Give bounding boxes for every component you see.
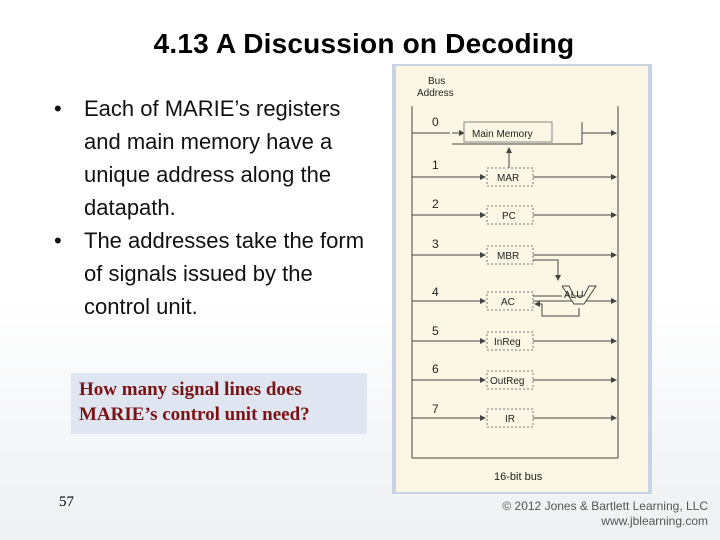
address-number: 7 — [432, 402, 439, 416]
address-number: 0 — [432, 115, 439, 129]
page-number: 57 — [59, 494, 74, 510]
slide-title: 4.13 A Discussion on Decoding — [153, 28, 575, 59]
mbr-label: MBR — [497, 251, 520, 262]
inreg-label: InReg — [494, 337, 521, 348]
address-number: 5 — [432, 324, 439, 338]
outreg-label: OutReg — [490, 376, 525, 387]
website-line: www.jblearning.com — [601, 514, 708, 528]
bullet-icon: • — [54, 228, 62, 253]
address-number: 2 — [432, 197, 439, 211]
bullet-item — [52, 224, 382, 323]
ac-label: AC — [501, 297, 515, 308]
alu-label: ALU — [564, 290, 584, 301]
bullet-list — [52, 92, 382, 323]
datapath-diagram — [392, 64, 652, 494]
address-number: 1 — [432, 158, 439, 172]
address-number: 3 — [432, 237, 439, 251]
copyright-notice — [502, 499, 708, 529]
copyright-line: © 2012 Jones & Bartlett Learning, LLC — [502, 499, 708, 513]
pc-label: PC — [502, 211, 516, 222]
question-box: How many signal lines does MARIE’s control unit need? — [71, 373, 367, 434]
bullet-text: Each of MARIE’s registers and main memory have a unique address along the datapath. — [84, 96, 341, 220]
bus-label: 16-bit bus — [494, 471, 543, 483]
bus-address-label: Bus — [428, 76, 446, 87]
mar-label: MAR — [497, 173, 520, 184]
bus-address-label: Address — [417, 88, 454, 99]
bullet-icon: • — [54, 96, 62, 121]
bullet-text: The addresses take the form of signals issued by the control unit. — [84, 228, 365, 319]
address-number: 4 — [432, 285, 439, 299]
address-number: 6 — [432, 362, 439, 376]
bullet-item — [52, 92, 382, 224]
ir-label: IR — [505, 414, 515, 425]
main-memory-label: Main Memory — [472, 129, 533, 140]
